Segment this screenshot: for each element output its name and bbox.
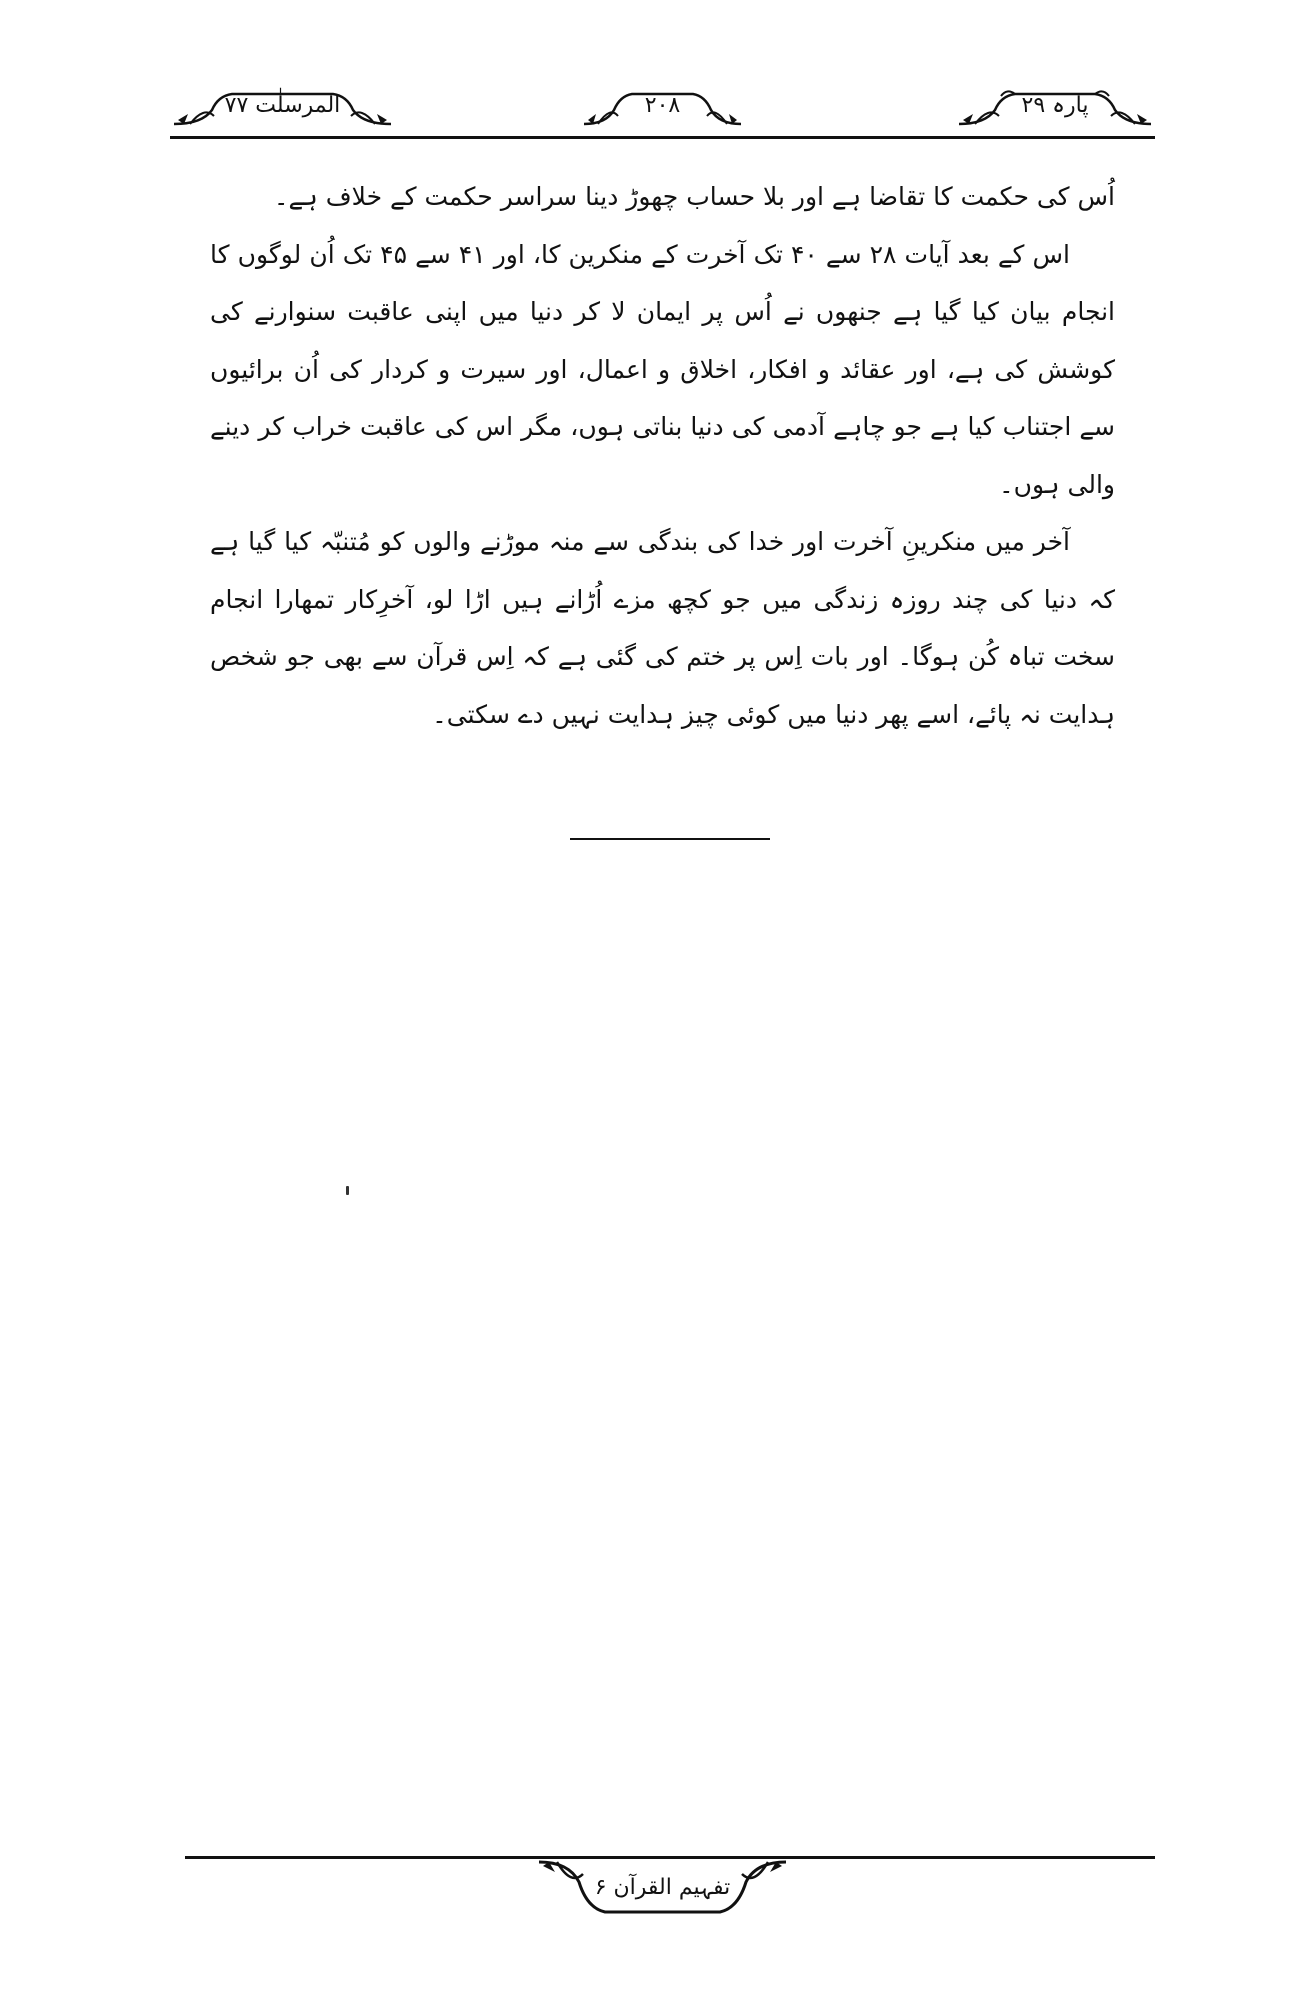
- para-cartouche: [955, 86, 1155, 126]
- paragraph: آخر میں منکرینِ آخرت اور خدا کی بندگی سے منہ موڑنے والوں کو مُتنبّہ کیا گیا ہے کہ دنیا کی چند روزہ زندگی میں جو کچھ مزے اُڑانے ہیں اڑا لو، آخرِکار تمھارا انجام سخت تباہ کُن ہوگا۔ اور بات اِس پر ختم کی گئی ہے کہ اِس قرآن سے بھی جو شخص ہدایت نہ پائے، اسے پھر دنیا میں کوئی چیز ہدایت نہیں دے سکتی۔: [210, 527, 1115, 729]
- surah-cartouche: [170, 86, 395, 126]
- section-divider: [570, 838, 770, 840]
- scan-speck: [346, 1186, 349, 1195]
- body-text: [210, 168, 1115, 743]
- book-title: تفہیم القرآن ۶: [594, 1874, 731, 1900]
- surah-name: المرسلٰت ۷۷: [224, 93, 341, 118]
- paragraph: اُس کی حکمت کا تقاضا ہے اور بلا حساب چھوڑ دینا سراسر حکمت کے خلاف ہے۔: [273, 182, 1115, 211]
- para-number: پارہ ۲۹: [1021, 93, 1089, 118]
- footer-rule: [185, 1856, 1155, 1859]
- page-number: ۲۰۸: [644, 93, 681, 118]
- page-footer: [535, 1860, 790, 1922]
- page-header: [170, 82, 1155, 142]
- paragraph: اس کے بعد آیات ۲۸ سے ۴۰ تک آخرت کے منکرین کا، اور ۴۱ سے ۴۵ تک اُن لوگوں کا انجام بیان کیا گیا ہے جنھوں نے اُس پر ایمان لا کر دنیا میں اپنی عاقبت سنوارنے کی کوشش کی ہے، اور عقائد و افکار، اخلاق و اعمال، اور سیرت و کردار کی اُن برائیوں سے اجتناب کیا ہے جو چاہے آدمی کی دنیا بناتی ہوں، مگر اس کی عاقبت خراب کر دینے والی ہوں۔: [210, 239, 1115, 499]
- header-rule: [170, 136, 1155, 139]
- page-number-cartouche: [580, 86, 745, 126]
